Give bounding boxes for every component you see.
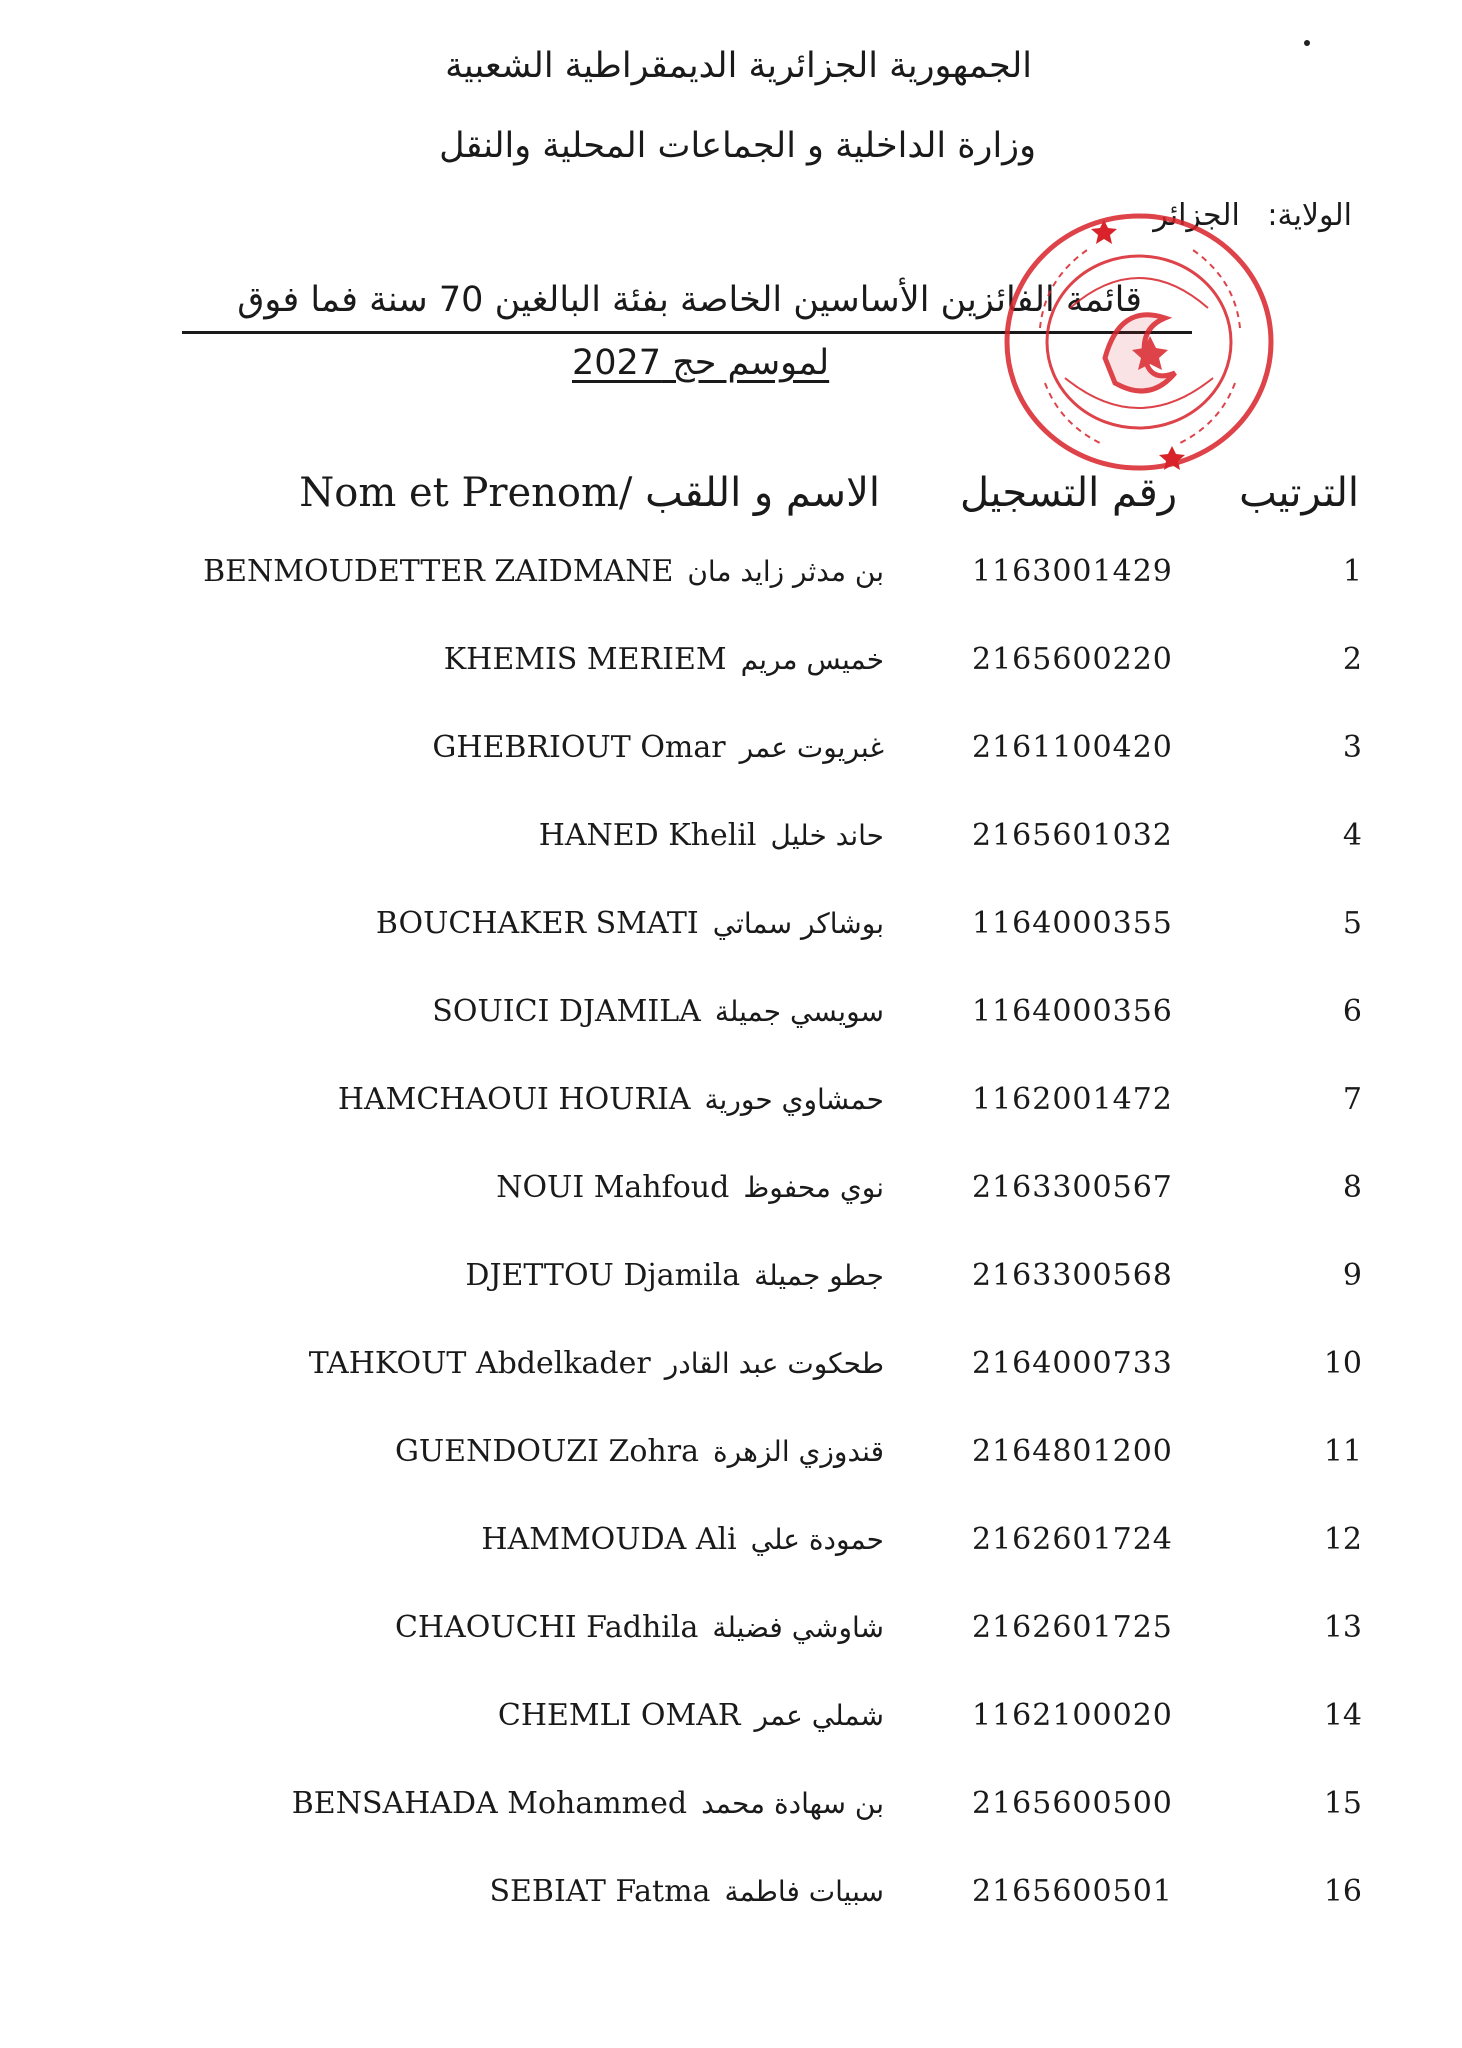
registration-number: 2165600501 [972,1874,1173,1909]
name-cell [395,1434,884,1469]
name-ar: شاوشي فضيلة [712,1611,884,1644]
table-row [0,1786,1462,1846]
name-fr: HAMCHAOUI HOURIA [337,1082,691,1117]
name-fr: DJETTOU Djamila [465,1258,741,1293]
table-row [0,1082,1462,1142]
table-row [0,1434,1462,1494]
name-fr: BENMOUDETTER ZAIDMANE [203,554,674,589]
name-fr: KHEMIS MERIEM [443,642,727,677]
name-cell [376,906,884,941]
name-cell [498,1698,884,1733]
header-republic: الجمهورية الجزائرية الديمقراطية الشعبية [445,46,1032,86]
name-ar: غبريوت عمر [739,731,884,764]
rank-number: 13 [1323,1610,1362,1645]
table-row [0,1170,1462,1230]
name-fr: BENSAHADA Mohammed [291,1786,688,1821]
registration-number: 2162601724 [972,1522,1173,1557]
name-ar: بوشاكر سماتي [712,907,884,940]
table-row [0,1258,1462,1318]
registration-number: 2164000733 [972,1346,1173,1381]
table-row [0,554,1462,614]
rank-number: 2 [1342,642,1362,677]
table-row [0,1346,1462,1406]
registration-number: 2165600500 [972,1786,1173,1821]
name-ar: شملي عمر [754,1699,884,1732]
registration-number: 1162001472 [972,1082,1173,1117]
name-fr: SOUICI DJAMILA [432,994,701,1029]
name-ar: بن سهادة محمد [701,1787,884,1820]
table-row [0,730,1462,790]
table-row [0,1698,1462,1758]
table-row [0,906,1462,966]
rank-number: 12 [1323,1522,1362,1557]
registration-number: 2162601725 [972,1610,1173,1645]
rank-number: 6 [1342,994,1362,1029]
registration-number: 2165601032 [972,818,1173,853]
name-ar: طحكوت عبد القادر [664,1347,884,1380]
registration-number: 2161100420 [972,730,1173,765]
column-header-name-fr: Nom et Prenom/ [299,470,633,516]
name-cell [292,1786,884,1821]
header-ministry: وزارة الداخلية و الجماعات المحلية والنقل [439,126,1036,166]
official-stamp-icon [1000,208,1278,476]
speck-dot [1304,40,1310,46]
document-title: قائمة الفائزين الأساسين الخاصة بفئة البالغين 70 سنة فما فوق [237,280,1142,320]
rank-number: 9 [1342,1258,1362,1293]
name-cell [444,642,884,677]
name-ar: بن مدثر زايد مان [687,555,884,588]
registration-number: 2164801200 [972,1434,1173,1469]
name-cell [203,554,884,589]
column-header-name-ar: الاسم و اللقب [645,470,880,516]
rank-number: 5 [1342,906,1362,941]
name-fr: TAHKOUT Abdelkader [308,1346,651,1381]
table-row [0,1610,1462,1670]
rank-number: 8 [1342,1170,1362,1205]
rank-number: 15 [1323,1786,1362,1821]
rank-number: 4 [1342,818,1362,853]
name-cell [496,1170,884,1205]
name-cell [432,994,884,1029]
name-ar: حمشاوي حورية [704,1083,884,1116]
name-fr: CHEMLI OMAR [497,1698,741,1733]
table-row [0,818,1462,878]
name-cell [309,1346,884,1381]
rank-number: 11 [1323,1434,1362,1469]
column-header-name [299,470,880,516]
rank-number: 10 [1323,1346,1362,1381]
name-cell [338,1082,884,1117]
registration-number: 1164000355 [972,906,1173,941]
name-ar: حمودة علي [750,1523,884,1556]
registration-number: 1163001429 [972,554,1173,589]
name-ar: حاند خليل [770,819,884,852]
table-row [0,994,1462,1054]
name-ar: جطو جميلة [754,1259,884,1292]
name-cell [432,730,884,765]
name-fr: BOUCHAKER SMATI [375,906,699,941]
name-ar: سويسي جميلة [714,995,884,1028]
name-ar: سبيات فاطمة [724,1875,884,1908]
registration-number: 1164000356 [972,994,1173,1029]
column-header-rank: الترتيب [1239,470,1359,516]
name-fr: NOUI Mahfoud [496,1170,730,1205]
name-cell [539,818,884,853]
registration-number: 1162100020 [972,1698,1173,1733]
wilaya-label: الولاية: [1267,198,1352,233]
table-row [0,1522,1462,1582]
name-fr: GUENDOUZI Zohra [394,1434,699,1469]
rank-number: 7 [1342,1082,1362,1117]
name-ar: خميس مريم [740,643,884,676]
wilaya-value: الجزائر [1153,198,1240,233]
registration-number: 2163300568 [972,1258,1173,1293]
name-fr: CHAOUCHI Fadhila [394,1610,699,1645]
rank-number: 14 [1323,1698,1362,1733]
name-ar: قندوزي الزهرة [712,1435,884,1468]
table-row [0,642,1462,702]
name-ar: نوي محفوظ [743,1171,884,1204]
table-row [0,1874,1462,1934]
name-fr: HAMMOUDA Ali [481,1522,737,1557]
name-cell [481,1522,884,1557]
name-cell [465,1258,884,1293]
rank-number: 1 [1342,554,1362,589]
registration-number: 2165600220 [972,642,1173,677]
column-header-registration: رقم التسجيل [960,470,1178,516]
registration-number: 2163300567 [972,1170,1173,1205]
name-fr: GHEBRIOUT Omar [432,730,726,765]
name-cell [395,1610,884,1645]
rank-number: 16 [1323,1874,1362,1909]
name-cell [489,1874,884,1909]
rank-number: 3 [1342,730,1362,765]
name-fr: SEBIAT Fatma [489,1874,711,1909]
document-subtitle: لموسم حج 2027 [572,343,830,383]
name-fr: HANED Khelil [538,818,757,853]
